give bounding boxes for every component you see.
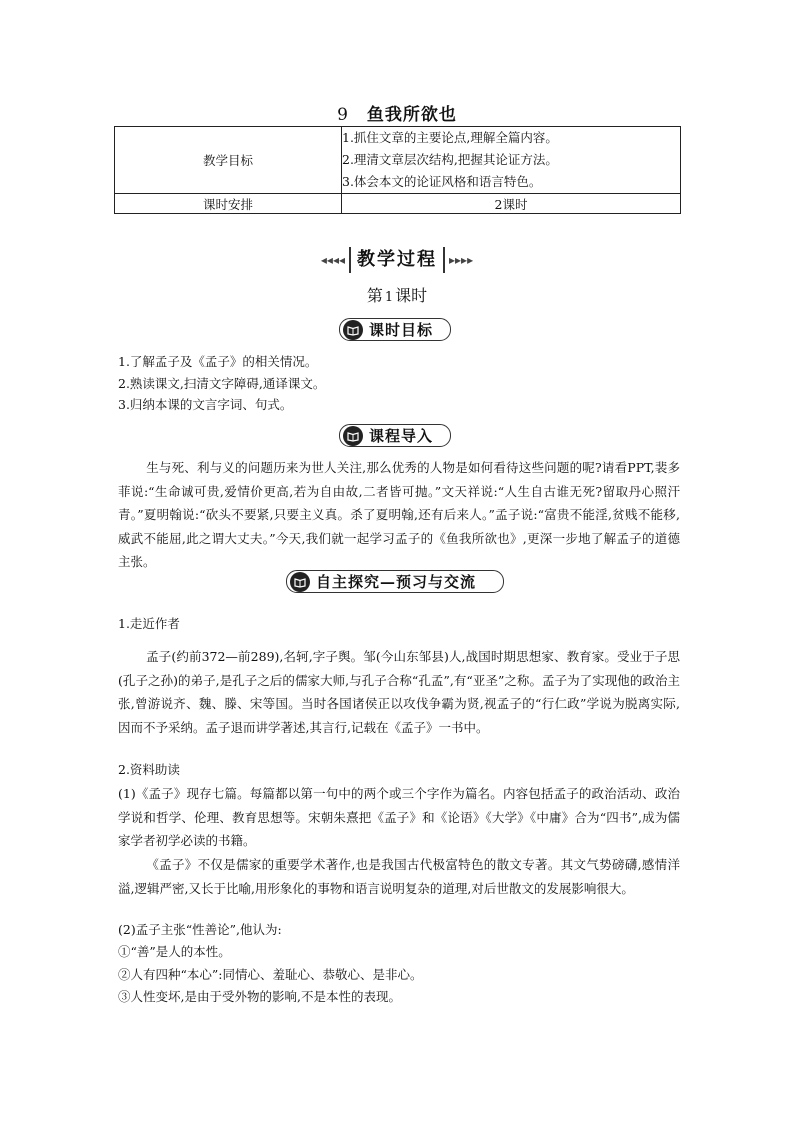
objective-item-2: 2.熟读课文,扫清文字障碍,通译课文。 — [118, 376, 326, 391]
lesson-digit: 1 — [384, 290, 394, 305]
title-text: 鱼我所欲也 — [366, 105, 457, 125]
material-text-1: (1)《孟子》现存七篇。每篇都以第一句中的两个或三个字作为篇名。内容包括孟子的政治活动、政治学说和哲学、伦理、教育思想等。宋朝朱熹把《孟子》和《论语》《大学》《中庸》合为“四书”,成为儒家学者初学必读的书籍。 — [118, 786, 680, 848]
book-icon — [290, 572, 310, 592]
subheading-author: 1.走近作者 — [118, 616, 180, 631]
goals-list — [342, 127, 681, 194]
objectives-heading — [339, 318, 451, 341]
teaching-process-banner — [0, 247, 794, 273]
lesson-suffix: 课时 — [395, 286, 428, 305]
schedule-label: 课时安排 — [115, 194, 342, 214]
intro-heading-text: 课程导入 — [369, 427, 434, 445]
objective-item-3: 3.归纳本课的文言字词、句式。 — [118, 397, 293, 412]
book-icon — [343, 426, 363, 446]
page-title — [0, 100, 794, 125]
material-paragraph-1 — [118, 782, 680, 853]
intro-text: 生与死、利与义的问题历来为世人关注,那么优秀的人物是如何看待这些问题的呢?请看PPT,裴多菲说:“生命诚可贵,爱情价更高,若为自由故,二者皆可抛。”文天祥说:“人生自古谁无死?留取丹心照汗青。”夏明翰说:“砍头不要紧,只要主义真。杀了夏明翰,还有后来人。”孟子说:“富贵不能淫,贫贱不能移,威武不能屈,此之谓大丈夫。”今天,我们就一起学习孟子的《鱼我所欲也》,更深一步地了解孟子的道德主张。 — [118, 460, 680, 569]
book-icon — [343, 320, 363, 340]
teaching-goals-table — [114, 126, 681, 214]
author-text: 孟子(约前372—前289),名轲,字子舆。邹(今山东邹县)人,战国时期思想家、教育家。受业于子思(孔子之孙)的弟子,是孔子之后的儒家大师,与孔子合称“孔孟”,有“亚圣”之称。孟子为了实现他的政治主张,曾游说齐、魏、滕、宋等国。当时各国诸侯正以攻伐争霸为贤,视孟子的“行仁政”学说为脱离实际,因而不予采纳。孟子退而讲学著述,其言行,记载在《孟子》一书中。 — [118, 649, 680, 735]
material-paragraph-3: (2)孟子主张“性善论”,他认为: — [118, 922, 282, 937]
goals-label: 教学目标 — [115, 127, 342, 194]
schedule-row — [115, 194, 681, 214]
point-item-2: ②人有四种“本心”:同情心、羞耻心、恭敬心、是非心。 — [118, 967, 423, 982]
point-item-1: ①“善”是人的本性。 — [118, 944, 231, 959]
objectives-heading-text: 课时目标 — [369, 321, 434, 339]
lesson-prefix: 第 — [366, 286, 383, 305]
explore-heading-text: 自主探究—预习与交流 — [316, 573, 477, 591]
point-item-3: ③人性变坏,是由于受外物的影响,不是本性的表现。 — [118, 989, 401, 1004]
schedule-value: 2课时 — [342, 194, 681, 214]
goal-item-3: 3.体会本文的论证风格和语言特色。 — [342, 174, 542, 189]
material-paragraph-2 — [118, 853, 680, 900]
material-text-2: 《孟子》不仅是儒家的重要学术著作,也是我国古代极富特色的散文专著。其文气势磅礴,感情洋溢,逻辑严密,又长于比喻,用形象化的事物和语言说明复杂的道理,对后世散文的发展影响很大。 — [118, 857, 680, 896]
title-number: 9 — [337, 105, 349, 125]
intro-paragraph — [118, 456, 680, 574]
lesson-number — [0, 283, 794, 306]
explore-heading — [286, 570, 504, 593]
goal-item-2: 2.理清文章层次结构,把握其论证方法。 — [342, 152, 558, 167]
right-arrows-icon: ▸▸▸▸ — [449, 253, 474, 267]
goals-row — [115, 127, 681, 194]
intro-heading — [339, 424, 451, 447]
subheading-material: 2.资料助读 — [118, 762, 180, 777]
left-arrows-icon: ◂◂◂◂ — [320, 253, 345, 267]
author-paragraph — [118, 645, 680, 739]
banner-text: 教学过程 — [349, 247, 445, 273]
objective-item-1: 1.了解孟子及《孟子》的相关情况。 — [118, 354, 318, 369]
goal-item-1: 1.抓住文章的主要论点,理解全篇内容。 — [342, 130, 558, 145]
